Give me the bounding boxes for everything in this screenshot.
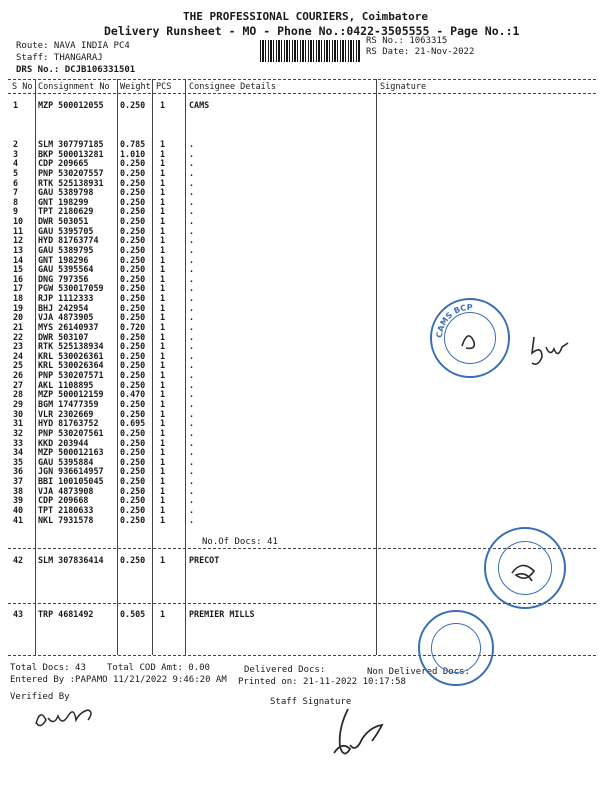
table-row (0, 448, 376, 457)
col-header-signature: Signature (380, 82, 427, 92)
company-title: THE PROFESSIONAL COURIERS, Coimbatore (183, 10, 429, 23)
verifier-signature-icon (30, 700, 110, 740)
sno-cell: 8 (13, 196, 19, 207)
pcs-cell: 1 (160, 331, 166, 342)
pcs-cell: 1 (160, 225, 166, 236)
table-row (0, 217, 376, 226)
table-row (0, 477, 376, 486)
staff-label: Staff: THANGARAJ (16, 53, 103, 63)
sno-cell: 12 (13, 235, 24, 246)
entered-by: Entered By :PAPAMO 11/21/2022 9:46:20 AM (10, 675, 227, 685)
sno-cell: 3 (13, 148, 19, 159)
sno-cell: 16 (13, 273, 24, 284)
weight-cell: 0.250 (120, 514, 146, 525)
weight-cell: 0.505 (120, 609, 146, 619)
weight-cell: 0.250 (120, 504, 146, 515)
consignment-cell: SLM 307836414 (38, 555, 104, 565)
sno-cell: 36 (13, 466, 24, 477)
sno-cell: 32 (13, 427, 24, 438)
weight-cell: 0.250 (120, 437, 146, 448)
table-row (0, 265, 376, 274)
weight-cell: 0.250 (120, 302, 146, 313)
consignee-cell: . (189, 312, 195, 323)
sno-cell: 37 (13, 476, 24, 487)
sno-cell: 6 (13, 177, 19, 188)
rs-number: RS No.: 1063315 (366, 36, 448, 46)
consignment-cell: AKL 1108895 (38, 379, 94, 390)
consignee-cell: . (189, 399, 195, 409)
table-row (0, 188, 376, 197)
sno-cell: 35 (13, 456, 24, 467)
col-header-sno: S No (12, 82, 33, 92)
weight-cell: 0.250 (120, 427, 146, 438)
pcs-cell: 1 (160, 254, 166, 265)
consignee-cell: . (189, 177, 195, 188)
consignment-cell: PGW 530017059 (38, 283, 104, 294)
consignee-cell: . (189, 341, 195, 352)
weight-cell: 0.250 (120, 466, 146, 477)
weight-cell: 0.250 (120, 206, 146, 217)
sno-cell: 27 (13, 379, 24, 390)
sno-cell: 18 (13, 293, 24, 304)
pcs-cell: 1 (160, 341, 166, 352)
pcs-cell: 1 (160, 437, 166, 448)
pcs-cell: 1 (160, 427, 166, 438)
table-row (0, 342, 376, 351)
consignee-cell: . (189, 283, 195, 294)
table-row (0, 371, 376, 380)
consignment-cell: RJP 1112333 (38, 293, 94, 304)
consignment-cell: RTK 525138931 (38, 177, 104, 188)
pcs-cell: 1 (160, 408, 166, 419)
weight-cell: 0.250 (120, 283, 146, 294)
consignment-cell: CDP 209668 (38, 495, 89, 506)
weight-cell: 0.785 (120, 139, 146, 149)
consignee-cell: . (189, 158, 195, 169)
verified-by-label: Verified By (10, 692, 70, 702)
consignee-cell: . (189, 466, 195, 477)
table-row (0, 400, 376, 409)
weight-cell: 0.250 (120, 360, 146, 371)
pcs-cell: 1 (160, 167, 166, 178)
consignment-cell: GAU 5389798 (38, 187, 94, 198)
pcs-cell: 1 (160, 495, 166, 506)
pcs-cell: 1 (160, 293, 166, 304)
weight-cell: 0.250 (120, 341, 146, 352)
col-header-pcs: PCS (156, 82, 172, 92)
premier-mills-stamp-icon (418, 610, 494, 686)
col-header-consignment: Consignment No (38, 82, 110, 92)
table-header-rule (8, 93, 596, 94)
pcs-cell: 1 (160, 139, 166, 149)
sno-cell: 33 (13, 437, 24, 448)
consignee-cell: . (189, 139, 195, 149)
sno-cell: 43 (13, 609, 24, 619)
sno-cell: 29 (13, 399, 24, 409)
consignment-cell: BKP 500013281 (38, 148, 104, 159)
table-row (0, 227, 376, 236)
sno-cell: 15 (13, 264, 24, 275)
pcs-cell: 1 (160, 609, 166, 619)
sno-cell: 39 (13, 495, 24, 506)
consignment-cell: MZP 500012159 (38, 389, 104, 400)
weight-cell: 1.010 (120, 148, 146, 159)
pcs-cell: 1 (160, 187, 166, 198)
pcs-cell: 1 (160, 148, 166, 159)
consignee-cell: . (189, 379, 195, 390)
sno-cell: 4 (13, 158, 19, 169)
pcs-cell: 1 (160, 418, 166, 429)
weight-cell: 0.250 (120, 196, 146, 207)
weight-cell: 0.250 (120, 408, 146, 419)
route-label: Route: NAVA INDIA PC4 (16, 41, 130, 51)
weight-cell: 0.250 (120, 100, 146, 110)
weight-cell: 0.250 (120, 187, 146, 198)
weight-cell: 0.250 (120, 456, 146, 467)
pcs-cell: 1 (160, 370, 166, 381)
pcs-cell: 1 (160, 476, 166, 487)
pcs-cell: 1 (160, 350, 166, 361)
pcs-cell: 1 (160, 379, 166, 390)
col-divider (376, 79, 377, 655)
cams-signature-icon (528, 333, 578, 373)
sno-cell: 9 (13, 206, 19, 217)
table-bottom-rule (8, 655, 596, 656)
pcs-cell: 1 (160, 312, 166, 323)
sno-cell: 14 (13, 254, 24, 265)
consignment-cell: KKD 203944 (38, 437, 89, 448)
delivered-docs: Delivered Docs: (244, 665, 326, 675)
sno-cell: 17 (13, 283, 24, 294)
weight-cell: 0.250 (120, 555, 146, 565)
sno-cell: 25 (13, 360, 24, 371)
weight-cell: 0.250 (120, 264, 146, 275)
sno-cell: 1 (13, 100, 19, 110)
pcs-cell: 1 (160, 555, 166, 565)
weight-cell: 0.250 (120, 225, 146, 236)
pcs-cell: 1 (160, 514, 166, 525)
table-row (0, 294, 376, 303)
table-row (0, 439, 376, 448)
weight-cell: 0.250 (120, 293, 146, 304)
consignment-cell: MZP 500012163 (38, 447, 104, 458)
table-row (0, 159, 376, 168)
pcs-cell: 1 (160, 264, 166, 275)
weight-cell: 0.250 (120, 216, 146, 227)
table-row (0, 323, 376, 332)
consignment-cell: KRL 530026361 (38, 350, 104, 361)
consignment-cell: GAU 5395705 (38, 225, 94, 236)
pcs-cell: 1 (160, 273, 166, 284)
weight-cell: 0.250 (120, 167, 146, 178)
table-row (0, 429, 376, 438)
consignee-cell: . (189, 302, 195, 313)
pcs-cell: 1 (160, 504, 166, 515)
weight-cell: 0.250 (120, 273, 146, 284)
pcs-cell: 1 (160, 447, 166, 458)
consignee-cell: . (189, 293, 195, 304)
consignment-cell: TPT 2180629 (38, 206, 94, 217)
sno-cell: 28 (13, 389, 24, 400)
consignment-cell: MZP 500012055 (38, 100, 104, 110)
consignment-cell: DWR 503051 (38, 216, 89, 227)
sno-cell: 40 (13, 504, 24, 515)
consignment-cell: DNG 797356 (38, 273, 89, 284)
pcs-cell: 1 (160, 235, 166, 246)
table-row (0, 556, 376, 565)
weight-cell: 0.250 (120, 177, 146, 188)
consignee-cell: . (189, 476, 195, 487)
consignee-cell: . (189, 331, 195, 342)
consignment-cell: PNP 530207571 (38, 370, 104, 381)
consignee-cell: . (189, 235, 195, 246)
cams-stamp-icon (430, 298, 510, 378)
pcs-cell: 1 (160, 216, 166, 227)
sno-cell: 41 (13, 514, 24, 525)
consignee-cell: . (189, 225, 195, 236)
sno-cell: 2 (13, 139, 19, 149)
drs-number: DRS No.: DCJB106331501 (16, 65, 136, 75)
consignment-cell: MYS 26140937 (38, 321, 99, 332)
total-docs: Total Docs: 43 (10, 663, 86, 673)
table-row (0, 236, 376, 245)
total-cod: Total COD Amt: 0.00 (107, 663, 210, 673)
weight-cell: 0.250 (120, 370, 146, 381)
consignee-cell: . (189, 485, 195, 496)
consignee-cell: PRECOT (189, 555, 220, 565)
weight-cell: 0.250 (120, 331, 146, 342)
sno-cell: 20 (13, 312, 24, 323)
consignee-cell: . (189, 418, 195, 429)
pcs-cell: 1 (160, 196, 166, 207)
consignment-cell: GAU 5389795 (38, 244, 94, 255)
consignee-cell: . (189, 264, 195, 275)
consignment-cell: GAU 5395564 (38, 264, 94, 275)
pcs-cell: 1 (160, 456, 166, 467)
pcs-cell: 1 (160, 466, 166, 477)
consignment-cell: TPT 2180633 (38, 504, 94, 515)
consignee-cell: . (189, 350, 195, 361)
weight-cell: 0.250 (120, 399, 146, 409)
consignee-cell: . (189, 370, 195, 381)
sno-cell: 11 (13, 225, 24, 236)
table-row (0, 610, 376, 619)
sno-cell: 30 (13, 408, 24, 419)
printed-on: Printed on: 21-11-2022 10:17:58 (238, 677, 406, 687)
pcs-cell: 1 (160, 360, 166, 371)
consignee-cell: . (189, 148, 195, 159)
col-header-consignee: Consignee Details (189, 82, 276, 92)
consignment-cell: RTK 525138934 (38, 341, 104, 352)
consignment-cell: BBI 100105045 (38, 476, 104, 487)
consignee-cell: . (189, 321, 195, 332)
consignment-cell: BHJ 242954 (38, 302, 89, 313)
pcs-cell: 1 (160, 283, 166, 294)
pcs-cell: 1 (160, 244, 166, 255)
pcs-cell: 1 (160, 321, 166, 332)
staff-signature-icon (300, 705, 400, 769)
sno-cell: 22 (13, 331, 24, 342)
pcs-cell: 1 (160, 399, 166, 409)
consignment-cell: GAU 5395884 (38, 456, 94, 467)
weight-cell: 0.250 (120, 447, 146, 458)
table-row (0, 246, 376, 255)
table-row (0, 101, 376, 110)
consignment-cell: VJA 4873905 (38, 312, 94, 323)
table-row (0, 516, 376, 525)
pcs-cell: 1 (160, 100, 166, 110)
consignee-cell: . (189, 456, 195, 467)
consignment-cell: BGM 17477359 (38, 399, 99, 409)
sno-cell: 42 (13, 555, 24, 565)
weight-cell: 0.250 (120, 158, 146, 169)
consignee-cell: . (189, 514, 195, 525)
consignment-cell: TRP 4681492 (38, 609, 94, 619)
table-row (0, 313, 376, 322)
sno-cell: 13 (13, 244, 24, 255)
consignee-cell: CAMS (189, 100, 210, 110)
consignee-cell: . (189, 273, 195, 284)
pcs-cell: 1 (160, 485, 166, 496)
weight-cell: 0.250 (120, 235, 146, 246)
table-row (0, 140, 376, 149)
consignee-cell: . (189, 360, 195, 371)
table-row (0, 467, 376, 476)
consignment-cell: DWR 503107 (38, 331, 89, 342)
consignee-cell: . (189, 244, 195, 255)
svg-text:CAMS BCP: CAMS BCP (434, 302, 473, 339)
consignee-cell: . (189, 167, 195, 178)
table-row (0, 496, 376, 505)
pcs-cell: 1 (160, 389, 166, 400)
sno-cell: 26 (13, 370, 24, 381)
weight-cell: 0.470 (120, 389, 146, 400)
precot-stamp-icon (484, 527, 566, 609)
weight-cell: 0.720 (120, 321, 146, 332)
table-row (0, 419, 376, 428)
consignment-cell: CDP 209665 (38, 158, 89, 169)
consignee-cell: . (189, 504, 195, 515)
consignment-cell: GNT 198296 (38, 254, 89, 265)
table-row (0, 284, 376, 293)
pcs-cell: 1 (160, 158, 166, 169)
pcs-cell: 1 (160, 302, 166, 313)
sno-cell: 31 (13, 418, 24, 429)
weight-cell: 0.250 (120, 244, 146, 255)
consignment-cell: VJA 4873908 (38, 485, 94, 496)
consignee-cell: . (189, 206, 195, 217)
consignee-cell: . (189, 408, 195, 419)
table-row (0, 256, 376, 265)
pcs-cell: 1 (160, 206, 166, 217)
sno-cell: 38 (13, 485, 24, 496)
consignee-cell: . (189, 495, 195, 506)
weight-cell: 0.250 (120, 485, 146, 496)
table-top-rule (8, 79, 596, 80)
pcs-cell: 1 (160, 177, 166, 188)
consignee-cell: PREMIER MILLS (189, 609, 255, 619)
consignee-cell: . (189, 216, 195, 227)
consignment-cell: JGN 936614957 (38, 466, 104, 477)
sno-cell: 21 (13, 321, 24, 332)
sno-cell: 10 (13, 216, 24, 227)
consignment-cell: PNP 530207561 (38, 427, 104, 438)
weight-cell: 0.250 (120, 312, 146, 323)
consignee-cell: . (189, 196, 195, 207)
non-delivered-docs: Non Delivered Docs: (367, 667, 470, 677)
consignment-cell: NKL 7931578 (38, 514, 94, 525)
consignment-cell: KRL 530026364 (38, 360, 104, 371)
consignment-cell: VLR 2302669 (38, 408, 94, 419)
doc-count: No.Of Docs: 41 (202, 537, 278, 547)
staff-signature-label: Staff Signature (270, 697, 352, 707)
consignment-cell: GNT 198299 (38, 196, 89, 207)
table-row (0, 169, 376, 178)
sno-cell: 19 (13, 302, 24, 313)
weight-cell: 0.250 (120, 254, 146, 265)
table-row (0, 410, 376, 419)
consignment-cell: PNP 530207557 (38, 167, 104, 178)
col-header-weight: Weight (120, 82, 151, 92)
runsheet-subtitle: Delivery Runsheet - MO - Phone No.:0422-3505555 - Page No.:1 (104, 24, 520, 38)
consignee-cell: . (189, 389, 195, 400)
sno-cell: 23 (13, 341, 24, 352)
consignee-cell: . (189, 187, 195, 198)
consignment-cell: HYD 81763774 (38, 235, 99, 246)
weight-cell: 0.695 (120, 418, 146, 429)
consignment-cell: HYD 81763752 (38, 418, 99, 429)
weight-cell: 0.250 (120, 495, 146, 506)
consignee-cell: . (189, 437, 195, 448)
barcode-image (260, 40, 360, 62)
sno-cell: 5 (13, 167, 19, 178)
consignee-cell: . (189, 447, 195, 458)
weight-cell: 0.250 (120, 476, 146, 487)
sno-cell: 7 (13, 187, 19, 198)
consignment-cell: SLM 307797185 (38, 139, 104, 149)
weight-cell: 0.250 (120, 379, 146, 390)
consignee-cell: . (189, 427, 195, 438)
sno-cell: 24 (13, 350, 24, 361)
rs-date: RS Date: 21-Nov-2022 (366, 47, 475, 57)
consignee-cell: . (189, 254, 195, 265)
weight-cell: 0.250 (120, 350, 146, 361)
table-row (0, 198, 376, 207)
sno-cell: 34 (13, 447, 24, 458)
table-row (0, 506, 376, 515)
